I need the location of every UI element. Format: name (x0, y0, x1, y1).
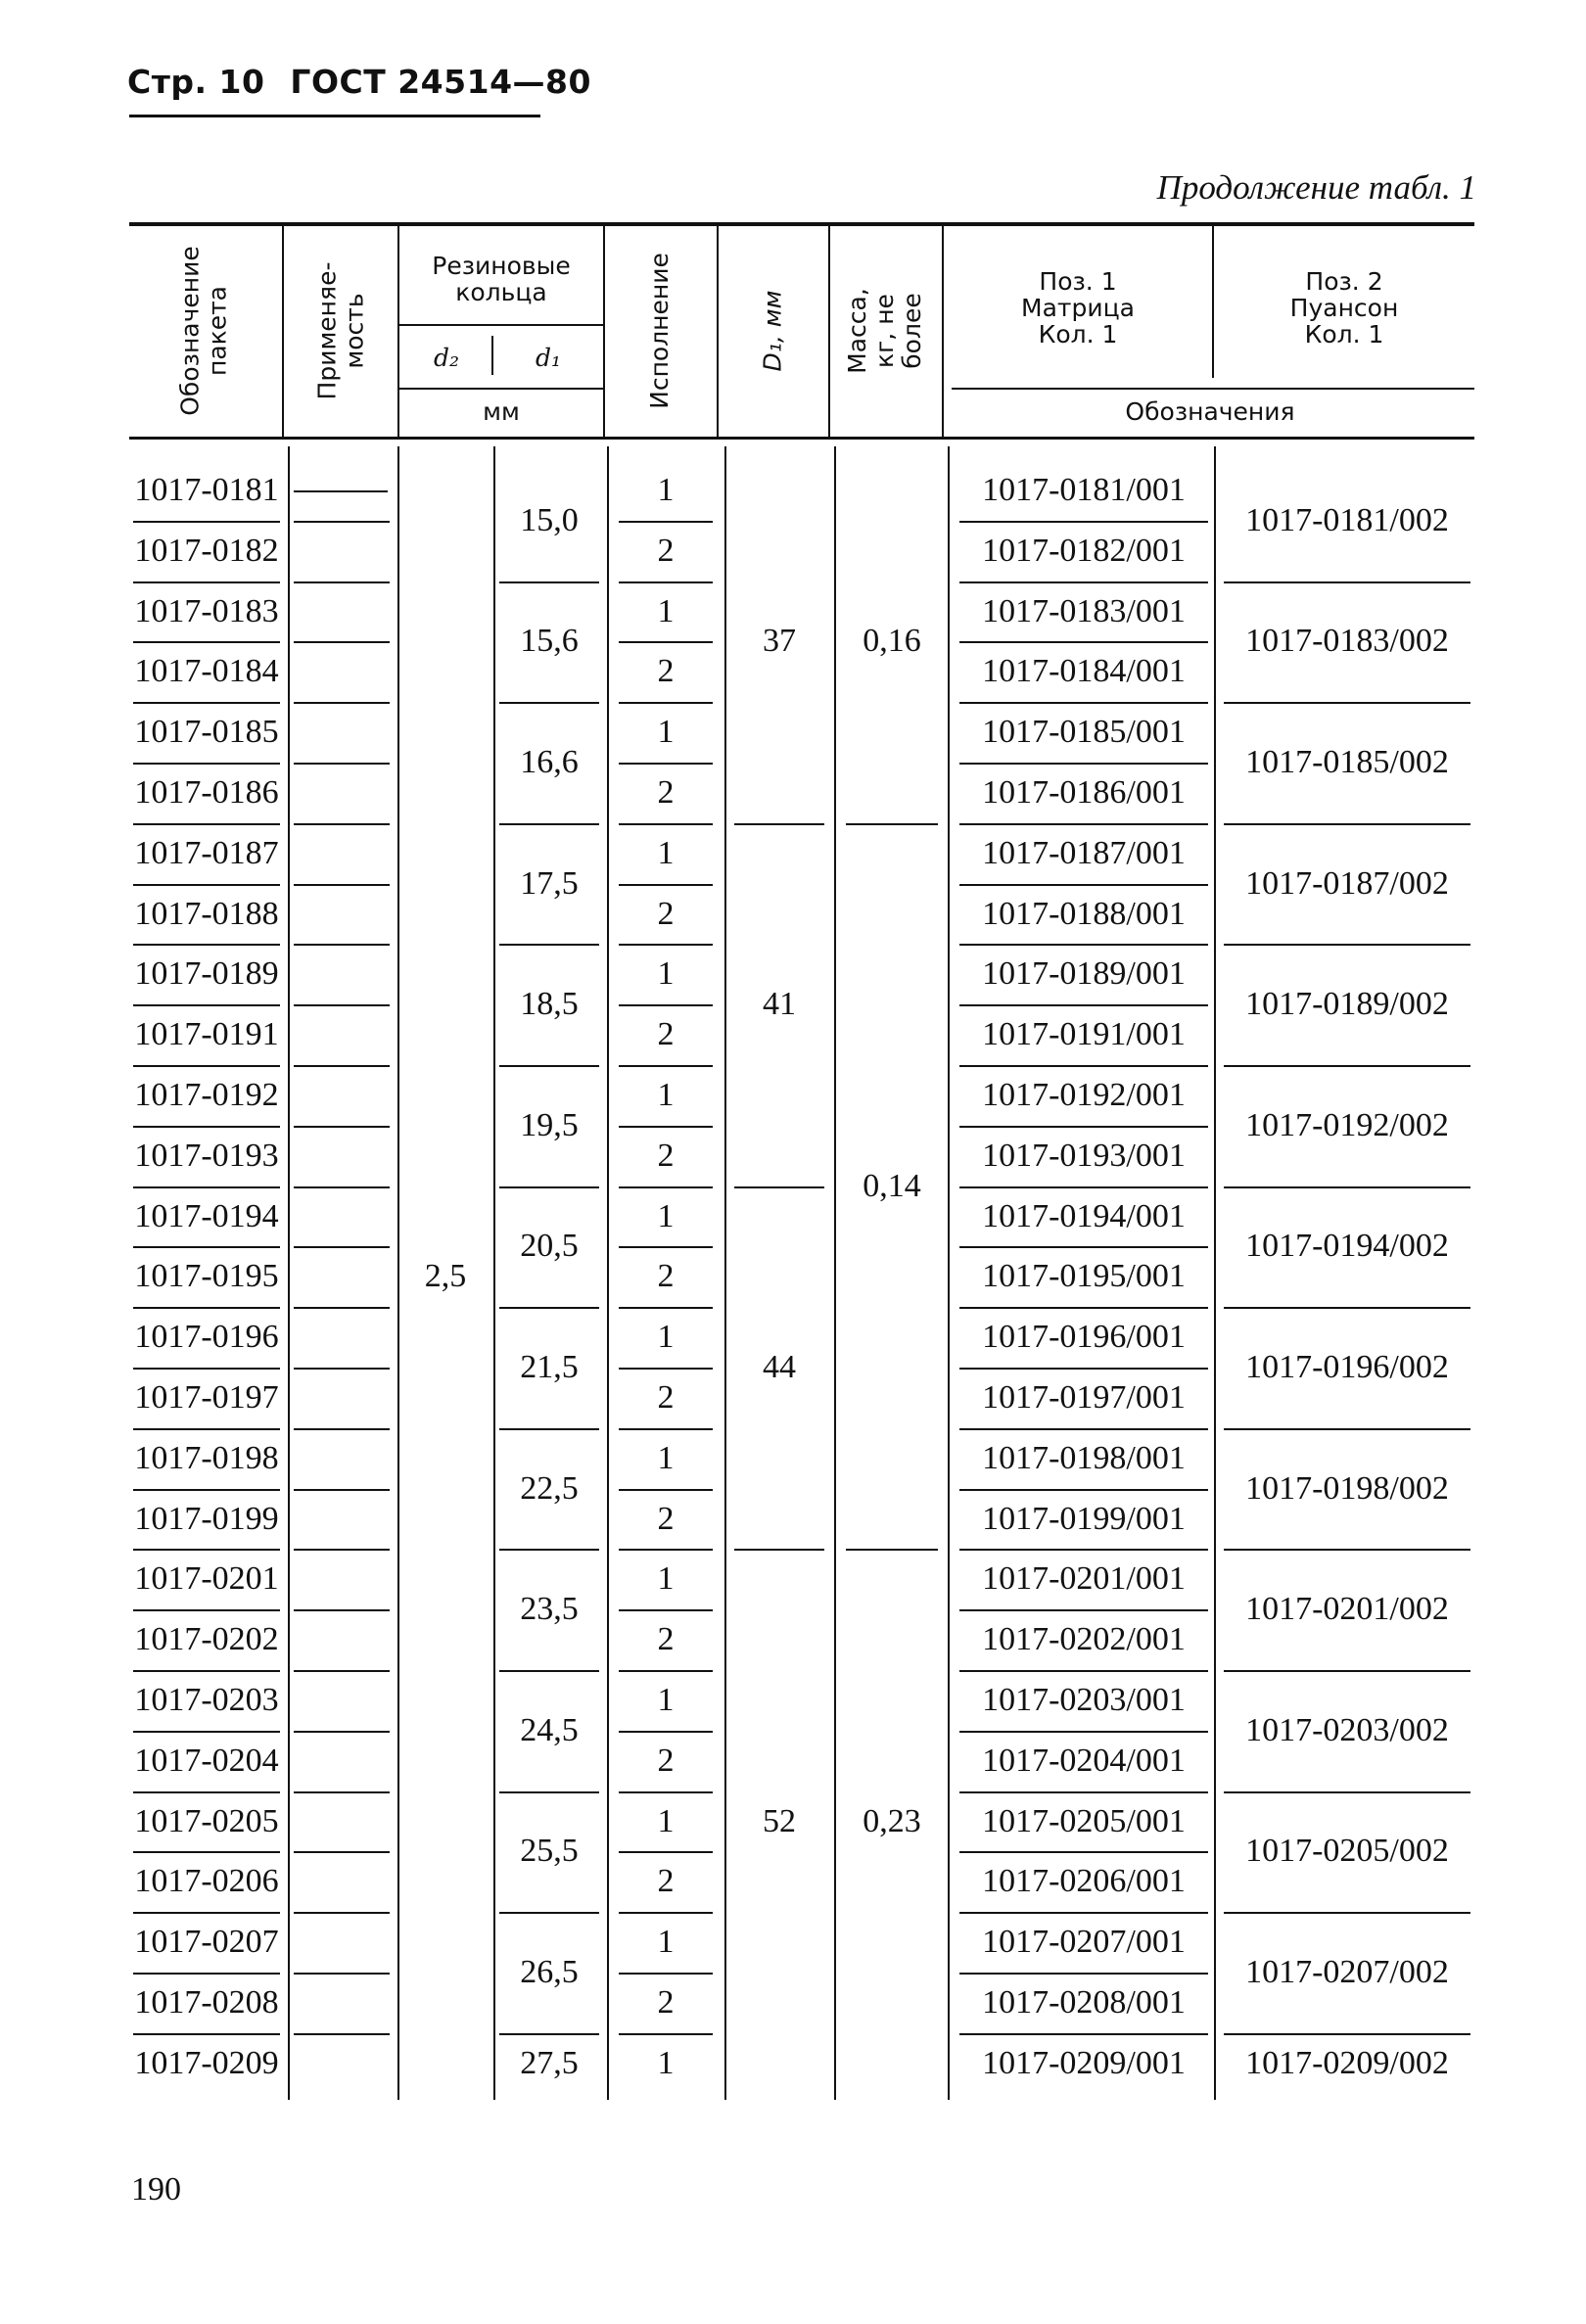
row-rule (133, 1549, 280, 1551)
row-rule (499, 1670, 599, 1672)
table-row-code: 1017-0181 (134, 471, 279, 508)
D1-value: 41 (763, 986, 796, 1023)
table-row-pos1: 1017-0194/001 (982, 1197, 1186, 1234)
row-rule (133, 1126, 280, 1128)
table-row-version: 2 (657, 532, 675, 569)
row-rule (619, 763, 713, 765)
table-row-version: 1 (657, 1924, 675, 1961)
table-row-pos1: 1017-0205/001 (982, 1802, 1186, 1839)
row-rule (959, 1731, 1208, 1733)
pos2-value: 1017-0194/002 (1245, 1228, 1449, 1265)
pos2-value: 1017-0189/002 (1245, 986, 1449, 1023)
table-row-code: 1017-0194 (134, 1197, 279, 1234)
row-rule (1224, 823, 1470, 825)
col-designation-header: Обозначение пакета (176, 246, 233, 416)
row-rule (294, 1791, 390, 1793)
row-rule (294, 763, 390, 765)
pos2-value: 1017-0207/002 (1245, 1954, 1449, 1990)
row-rule (959, 1973, 1208, 1975)
table-row-pos1: 1017-0182/001 (982, 532, 1186, 569)
row-rule (294, 944, 390, 946)
row-rule (133, 2033, 280, 2035)
table-row-code: 1017-0201 (134, 1560, 279, 1598)
col-applicability-header: Применяе-мость (312, 261, 369, 400)
d1-value: 22,5 (520, 1469, 579, 1507)
table-row-pos1: 1017-0187/001 (982, 834, 1186, 871)
pos2-value: 1017-0181/002 (1245, 501, 1449, 538)
table-row-pos1: 1017-0191/001 (982, 1016, 1186, 1053)
table-row-code: 1017-0182 (134, 532, 279, 569)
row-rule (294, 1549, 390, 1551)
page-label: Стр. 10 (127, 63, 265, 101)
table-row-pos1: 1017-0185/001 (982, 714, 1186, 751)
pos2-value: 1017-0205/002 (1245, 1833, 1449, 1870)
table-row-pos1: 1017-0181/001 (982, 471, 1186, 508)
row-rule (294, 1065, 390, 1067)
row-rule (959, 641, 1208, 643)
row-rule (959, 1126, 1208, 1128)
D1-value: 44 (763, 1349, 796, 1385)
row-rule (294, 1004, 390, 1006)
continuation-caption: Продолжение табл. 1 (1156, 168, 1476, 207)
col-D1-header: D₁, мм (757, 290, 786, 372)
table-row-version: 1 (657, 1681, 675, 1718)
table-row-pos1: 1017-0204/001 (982, 1742, 1186, 1779)
pos2-value: 1017-0196/002 (1245, 1349, 1449, 1385)
row-rule (846, 823, 938, 825)
row-rule (133, 1489, 280, 1491)
table-row-code: 1017-0199 (134, 1500, 279, 1537)
col-mass-header: Масса, кг, не более (843, 288, 926, 374)
mass-value: 0,16 (863, 623, 921, 660)
row-rule (619, 641, 713, 643)
col-d1-header: d₁ (535, 344, 562, 372)
pos2-value: 1017-0183/002 (1245, 623, 1449, 660)
row-rule (133, 1791, 280, 1793)
row-rule (959, 1670, 1208, 1672)
row-rule (133, 1670, 280, 1672)
row-rule (619, 1186, 713, 1188)
table-row-version: 2 (657, 1016, 675, 1053)
table-row-pos1: 1017-0183/001 (982, 592, 1186, 629)
table-row-pos1: 1017-0209/001 (982, 2044, 1186, 2081)
row-rule (959, 1912, 1208, 1914)
d2-value: 2,5 (424, 1258, 467, 1295)
row-rule (133, 1428, 280, 1430)
rings-subheader-rule (399, 324, 603, 326)
row-rule (499, 1307, 599, 1309)
d1-value: 19,5 (520, 1106, 579, 1143)
table-row-pos1: 1017-0184/001 (982, 653, 1186, 690)
table-row-version: 2 (657, 1621, 675, 1658)
row-rule (619, 581, 713, 583)
row-rule (294, 702, 390, 704)
col-d2-header: d₂ (433, 344, 460, 372)
row-rule (499, 1912, 599, 1914)
pos2-value: 1017-0203/002 (1245, 1711, 1449, 1748)
table-row-pos1: 1017-0188/001 (982, 895, 1186, 932)
table-row-code: 1017-0205 (134, 1802, 279, 1839)
row-rule (294, 1670, 390, 1672)
row-rule (619, 823, 713, 825)
table-row-code: 1017-0197 (134, 1378, 279, 1416)
row-rule (294, 1973, 390, 1975)
row-rule (959, 1307, 1208, 1309)
table-row-code: 1017-0198 (134, 1439, 279, 1476)
table-row-code: 1017-0208 (134, 1983, 279, 2021)
header-bottom-rule (129, 437, 1474, 440)
row-rule (619, 1246, 713, 1248)
row-rule (619, 884, 713, 886)
d1-value: 23,5 (520, 1591, 579, 1628)
table-row-pos1: 1017-0207/001 (982, 1924, 1186, 1961)
row-rule (133, 1246, 280, 1248)
table-row-pos1: 1017-0202/001 (982, 1621, 1186, 1658)
row-rule (1224, 1791, 1470, 1793)
row-rule (294, 1368, 390, 1370)
column-divider (1214, 446, 1216, 2100)
row-rule (959, 823, 1208, 825)
row-rule (959, 944, 1208, 946)
row-rule (499, 2033, 599, 2035)
row-rule (619, 1609, 713, 1611)
row-rule (959, 1851, 1208, 1853)
row-rule (294, 641, 390, 643)
row-rule (619, 1670, 713, 1672)
row-rule (499, 1186, 599, 1188)
table-row-version: 2 (657, 1863, 675, 1900)
table-row-pos1: 1017-0197/001 (982, 1378, 1186, 1416)
col-version-header: Исполнение (645, 253, 675, 409)
row-rule (734, 1549, 824, 1551)
row-rule (294, 2033, 390, 2035)
D1-value: 52 (763, 1802, 796, 1839)
row-rule (959, 1246, 1208, 1248)
table-row-version: 1 (657, 1197, 675, 1234)
d1-value: 27,5 (520, 2044, 579, 2081)
row-rule (619, 1307, 713, 1309)
table-row-code: 1017-0184 (134, 653, 279, 690)
table-row-version: 2 (657, 1137, 675, 1174)
table-row-version: 1 (657, 1439, 675, 1476)
row-rule (294, 1307, 390, 1309)
table-row-version: 2 (657, 653, 675, 690)
row-rule (499, 1065, 599, 1067)
table-row-code: 1017-0207 (134, 1924, 279, 1961)
col-pos1-header: Поз. 1 Матрица Кол. 1 (1021, 267, 1135, 349)
d1-value: 21,5 (520, 1349, 579, 1385)
row-rule (619, 1368, 713, 1370)
row-rule (1224, 1186, 1470, 1188)
row-rule (133, 884, 280, 886)
row-rule (1224, 1065, 1470, 1067)
row-rule (619, 1731, 713, 1733)
row-rule (133, 1973, 280, 1975)
col-mm-header: мм (483, 397, 520, 426)
row-rule (619, 1004, 713, 1006)
row-rule (959, 702, 1208, 704)
row-rule (1224, 2033, 1470, 2035)
row-rule (133, 1731, 280, 1733)
table-row-version: 1 (657, 834, 675, 871)
pos2-value: 1017-0209/002 (1245, 2044, 1449, 2081)
header-underline (129, 115, 540, 117)
rings-mm-rule (399, 388, 603, 390)
table-row-code: 1017-0206 (134, 1863, 279, 1900)
table-row-pos1: 1017-0199/001 (982, 1500, 1186, 1537)
row-rule (619, 944, 713, 946)
d1-value: 26,5 (520, 1954, 579, 1990)
table-row-pos1: 1017-0189/001 (982, 955, 1186, 993)
mass-value: 0,14 (863, 1167, 921, 1204)
row-rule (133, 581, 280, 583)
row-rule (294, 1851, 390, 1853)
row-rule (1224, 1307, 1470, 1309)
table-row-version: 2 (657, 1983, 675, 2021)
row-rule (133, 1307, 280, 1309)
row-rule (619, 1973, 713, 1975)
page-header (127, 63, 591, 101)
page-number: 190 (131, 2171, 181, 2208)
column-divider (288, 446, 290, 2100)
d1-value: 18,5 (520, 986, 579, 1023)
row-rule (133, 1368, 280, 1370)
row-rule (619, 1489, 713, 1491)
row-rule (1224, 702, 1470, 704)
table-row-version: 1 (657, 1802, 675, 1839)
table-row-code: 1017-0204 (134, 1742, 279, 1779)
row-rule (959, 1428, 1208, 1430)
d1-value: 15,6 (520, 623, 579, 660)
pos2-value: 1017-0187/002 (1245, 864, 1449, 902)
D1-value: 37 (763, 623, 796, 660)
row-rule (619, 702, 713, 704)
row-rule (133, 1004, 280, 1006)
table-row-code: 1017-0209 (134, 2044, 279, 2081)
table-row-code: 1017-0195 (134, 1258, 279, 1295)
row-rule (499, 1428, 599, 1430)
table-row-version: 1 (657, 2044, 675, 2081)
table-row-code: 1017-0183 (134, 592, 279, 629)
row-rule (619, 1126, 713, 1128)
row-rule (619, 1791, 713, 1793)
row-rule (959, 581, 1208, 583)
row-rule (294, 1186, 390, 1188)
table-row-pos1: 1017-0201/001 (982, 1560, 1186, 1598)
row-rule (619, 1549, 713, 1551)
row-rule (499, 581, 599, 583)
table-row-pos1: 1017-0203/001 (982, 1681, 1186, 1718)
table-row-version: 2 (657, 1500, 675, 1537)
table-row-version: 1 (657, 1076, 675, 1113)
mass-value: 0,23 (863, 1802, 921, 1839)
row-rule (294, 1609, 390, 1611)
table-row-version: 2 (657, 1742, 675, 1779)
column-divider (948, 446, 950, 2100)
table-row-code: 1017-0196 (134, 1319, 279, 1356)
column-divider (834, 446, 836, 2100)
column-divider (724, 446, 726, 2100)
table-top-rule (129, 222, 1474, 226)
table-row-code: 1017-0191 (134, 1016, 279, 1053)
row-rule (133, 702, 280, 704)
row-rule (133, 1065, 280, 1067)
table-row-version: 2 (657, 1378, 675, 1416)
row-rule (1224, 1912, 1470, 1914)
row-rule (294, 521, 390, 523)
row-rule (499, 823, 599, 825)
row-rule (959, 1489, 1208, 1491)
row-rule (499, 1791, 599, 1793)
standard-number: ГОСТ 24514—80 (290, 63, 591, 101)
row-rule (294, 1428, 390, 1430)
row-rule (1224, 944, 1470, 946)
row-rule (959, 2033, 1208, 2035)
table-row-version: 2 (657, 773, 675, 811)
row-rule (294, 1731, 390, 1733)
row-rule (133, 944, 280, 946)
row-rule (1224, 581, 1470, 583)
row-rule (959, 1549, 1208, 1551)
table-row-code: 1017-0186 (134, 773, 279, 811)
row-rule (959, 521, 1208, 523)
row-rule (294, 1489, 390, 1491)
table-row-code: 1017-0203 (134, 1681, 279, 1718)
column-divider (607, 446, 609, 2100)
pos2-value: 1017-0185/002 (1245, 744, 1449, 780)
row-rule (133, 823, 280, 825)
row-rule (959, 1186, 1208, 1188)
row-rule (294, 1912, 390, 1914)
table-row-code: 1017-0187 (134, 834, 279, 871)
table-row-version: 1 (657, 955, 675, 993)
row-rule (294, 884, 390, 886)
designations-rule (952, 388, 1474, 390)
table-row-code: 1017-0193 (134, 1137, 279, 1174)
row-rule (133, 763, 280, 765)
row-rule (959, 1004, 1208, 1006)
table-row-version: 1 (657, 592, 675, 629)
d1-value: 25,5 (520, 1833, 579, 1870)
row-rule (619, 521, 713, 523)
row-rule (133, 1609, 280, 1611)
row-rule (619, 2033, 713, 2035)
table-row-code: 1017-0185 (134, 714, 279, 751)
header-divider (282, 226, 284, 437)
row-rule (499, 944, 599, 946)
pos2-value: 1017-0201/002 (1245, 1591, 1449, 1628)
row-rule (1224, 1670, 1470, 1672)
row-rule (133, 1851, 280, 1853)
row-rule (294, 1126, 390, 1128)
pos2-value: 1017-0198/002 (1245, 1469, 1449, 1507)
row-rule (959, 763, 1208, 765)
row-rule (959, 1065, 1208, 1067)
row-rule (959, 1609, 1208, 1611)
row-rule (619, 1912, 713, 1914)
row-rule (499, 702, 599, 704)
table-row-pos1: 1017-0206/001 (982, 1863, 1186, 1900)
table-row-version: 1 (657, 714, 675, 751)
row-rule (499, 1549, 599, 1551)
table-row-pos1: 1017-0186/001 (982, 773, 1186, 811)
row-rule (619, 1851, 713, 1853)
row-rule (959, 1368, 1208, 1370)
table-row-version: 1 (657, 1560, 675, 1598)
row-rule (734, 823, 824, 825)
d1-value: 24,5 (520, 1711, 579, 1748)
row-rule (133, 521, 280, 523)
col-pos2-header: Поз. 2 Пуансон Кол. 1 (1289, 267, 1399, 349)
row-rule (959, 884, 1208, 886)
d1-value: 15,0 (520, 501, 579, 538)
header-divider (1212, 226, 1214, 378)
row-rule (846, 1549, 938, 1551)
table-row-code: 1017-0202 (134, 1621, 279, 1658)
table-row-code: 1017-0189 (134, 955, 279, 993)
row-rule (619, 1428, 713, 1430)
table-row-pos1: 1017-0208/001 (982, 1983, 1186, 2021)
header-divider (942, 226, 944, 437)
table-row-pos1: 1017-0198/001 (982, 1439, 1186, 1476)
table-row-version: 1 (657, 1319, 675, 1356)
d1-value: 17,5 (520, 864, 579, 902)
table-row-version: 2 (657, 1258, 675, 1295)
col-designations-header: Обозначения (1125, 397, 1295, 426)
row-rule (959, 1791, 1208, 1793)
row-rule (619, 1065, 713, 1067)
row-rule (1224, 1428, 1470, 1430)
row-rule (133, 641, 280, 643)
table-row-pos1: 1017-0193/001 (982, 1137, 1186, 1174)
table-row-pos1: 1017-0192/001 (982, 1076, 1186, 1113)
table-row-code: 1017-0192 (134, 1076, 279, 1113)
row-rule (294, 823, 390, 825)
row-rule (133, 1186, 280, 1188)
row-rule (294, 1246, 390, 1248)
row-rule (734, 1186, 824, 1188)
row-rule (294, 581, 390, 583)
d1-value: 16,6 (520, 744, 579, 780)
d1-value: 20,5 (520, 1228, 579, 1265)
table-row-pos1: 1017-0196/001 (982, 1319, 1186, 1356)
row-rule (294, 490, 388, 492)
pos2-value: 1017-0192/002 (1245, 1106, 1449, 1143)
table-row-version: 1 (657, 471, 675, 508)
col-rubber-rings-header: Резиновые кольца (432, 252, 571, 306)
row-rule (1224, 1549, 1470, 1551)
table-row-pos1: 1017-0195/001 (982, 1258, 1186, 1295)
row-rule (133, 1912, 280, 1914)
table-row-code: 1017-0188 (134, 895, 279, 932)
table-row-version: 2 (657, 895, 675, 932)
